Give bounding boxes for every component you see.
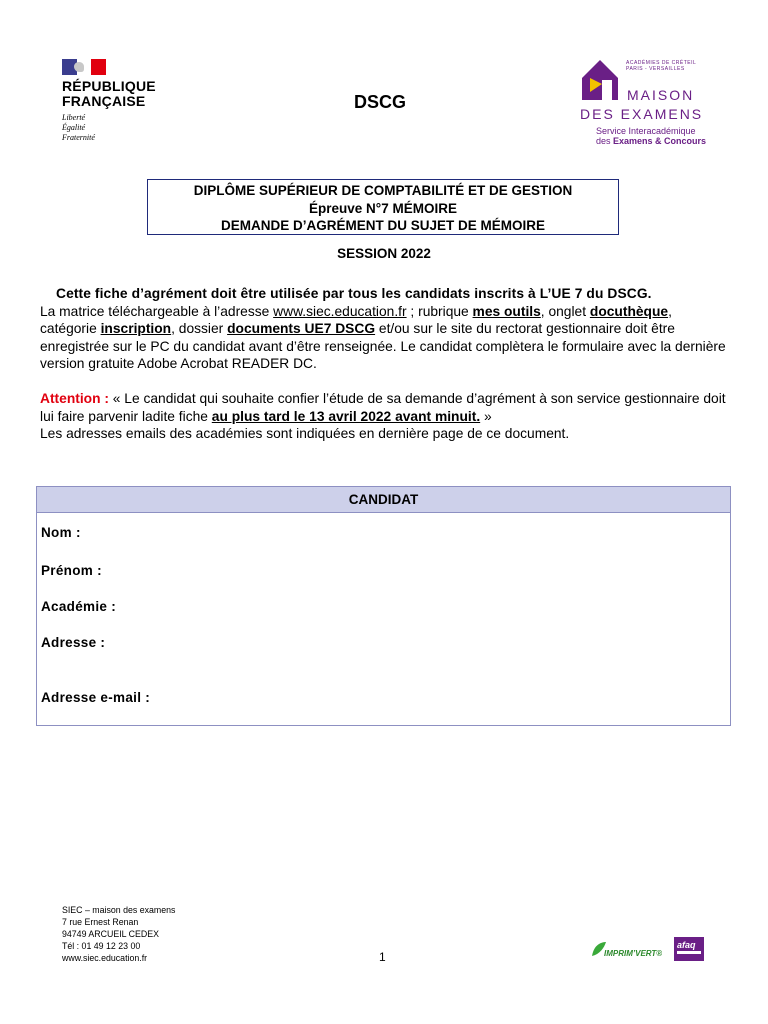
footer-line: SIEC – maison des examens bbox=[62, 905, 176, 915]
adresse-field[interactable]: Adresse : bbox=[41, 635, 106, 650]
motto-egalite: Égalité bbox=[62, 123, 86, 132]
rf-name-line1: RÉPUBLIQUE bbox=[62, 78, 156, 94]
title-line1: DIPLÔME SUPÉRIEUR DE COMPTABILITÉ ET DE GESTION bbox=[193, 183, 573, 198]
attention-text: » bbox=[480, 408, 492, 424]
afaq-logo bbox=[672, 935, 706, 963]
intro-text: ; rubrique bbox=[406, 303, 473, 319]
prenom-field[interactable]: Prénom : bbox=[41, 563, 102, 578]
title-line3: DEMANDE D’AGRÉMENT DU SUJET DE MÉMOIRE bbox=[220, 218, 546, 233]
page-number: 1 bbox=[379, 950, 386, 964]
house-icon bbox=[580, 58, 620, 102]
motto-fraternite: Fraternité bbox=[62, 133, 95, 142]
attention-text: « Le candidat qui souhaite confier l’étude de sa demande d’agrément à son service gestionnaire doit lui faire parvenir ladite fiche bbox=[40, 391, 726, 424]
footer-address bbox=[62, 904, 175, 964]
intro-paragraph bbox=[40, 285, 728, 373]
afaq-text: afaq bbox=[677, 940, 696, 950]
imprim-vert-text: IMPRIM’VERT® bbox=[604, 949, 662, 958]
attention-label: Attention : bbox=[40, 391, 109, 406]
me-service-line1: Service Interacadémique bbox=[596, 126, 696, 136]
siec-link[interactable]: www.siec.education.fr bbox=[273, 303, 407, 319]
me-line2: DES EXAMENS bbox=[580, 106, 704, 122]
afaq-badge-icon bbox=[672, 935, 706, 963]
document-title-box bbox=[147, 179, 619, 235]
academie-field[interactable]: Académie : bbox=[41, 599, 117, 614]
deadline-text: au plus tard le 13 avril 2022 avant minuit. bbox=[211, 408, 481, 424]
mes-outils-label: mes outils bbox=[472, 303, 541, 319]
footer-line: Tél : 01 49 12 23 00 bbox=[62, 941, 141, 951]
intro-text: et/ou sur le site du rectorat gestionnaire doit être enregistrée sur le PC du candidat avant d’être renseignée. Le candidat complètera le formulaire avec la dernière version gratuite Adobe Acrobat READER DC. bbox=[40, 321, 726, 371]
intro-text: , onglet bbox=[540, 303, 590, 319]
inscription-label: inscription bbox=[100, 321, 172, 336]
me-service-bold: Examens & Concours bbox=[613, 136, 707, 146]
intro-text: , catégorie bbox=[40, 303, 672, 336]
me-line1: MAISON bbox=[627, 87, 695, 103]
candidat-form bbox=[36, 486, 731, 726]
intro-text: La matrice téléchargeable à l’adresse bbox=[40, 303, 274, 319]
me-service-pre: des bbox=[596, 136, 614, 146]
me-small-line2: PARIS - VERSAILLES bbox=[626, 66, 685, 72]
maison-des-examens-logo bbox=[580, 58, 720, 148]
intro-lead: Cette fiche d’agrément doit être utilisée par tous les candidats inscrits à L’UE 7 du DSCG. bbox=[56, 286, 652, 301]
title-line2: Épreuve N°7 MÉMOIRE bbox=[309, 200, 457, 216]
me-small-line1: ACADÉMIES DE CRÉTEIL bbox=[626, 60, 697, 66]
page-title: DSCG bbox=[354, 92, 407, 112]
republique-francaise-logo bbox=[62, 59, 182, 143]
emails-note: Les adresses emails des académies sont indiquées en dernière page de ce document. bbox=[40, 426, 570, 441]
footer-website[interactable]: www.siec.education.fr bbox=[62, 953, 148, 963]
footer-line: 94749 ARCUEIL CEDEX bbox=[62, 929, 159, 939]
email-field[interactable]: Adresse e-mail : bbox=[41, 690, 151, 705]
marianne-flag-icon bbox=[62, 59, 106, 75]
nom-field[interactable]: Nom : bbox=[41, 525, 81, 540]
intro-text: , dossier bbox=[171, 321, 228, 336]
documents-ue7-label: documents UE7 DSCG bbox=[227, 321, 376, 336]
motto-liberte: Liberté bbox=[62, 113, 86, 122]
docutheque-label: docuthèque bbox=[589, 303, 669, 319]
imprim-vert-logo bbox=[590, 938, 662, 962]
session-label: SESSION 2022 bbox=[337, 246, 431, 261]
footer-line: 7 rue Ernest Renan bbox=[62, 917, 139, 927]
candidat-heading: CANDIDAT bbox=[37, 487, 730, 513]
attention-paragraph bbox=[40, 390, 728, 443]
rf-name-line2: FRANÇAISE bbox=[62, 93, 146, 109]
leaf-icon bbox=[590, 938, 662, 962]
